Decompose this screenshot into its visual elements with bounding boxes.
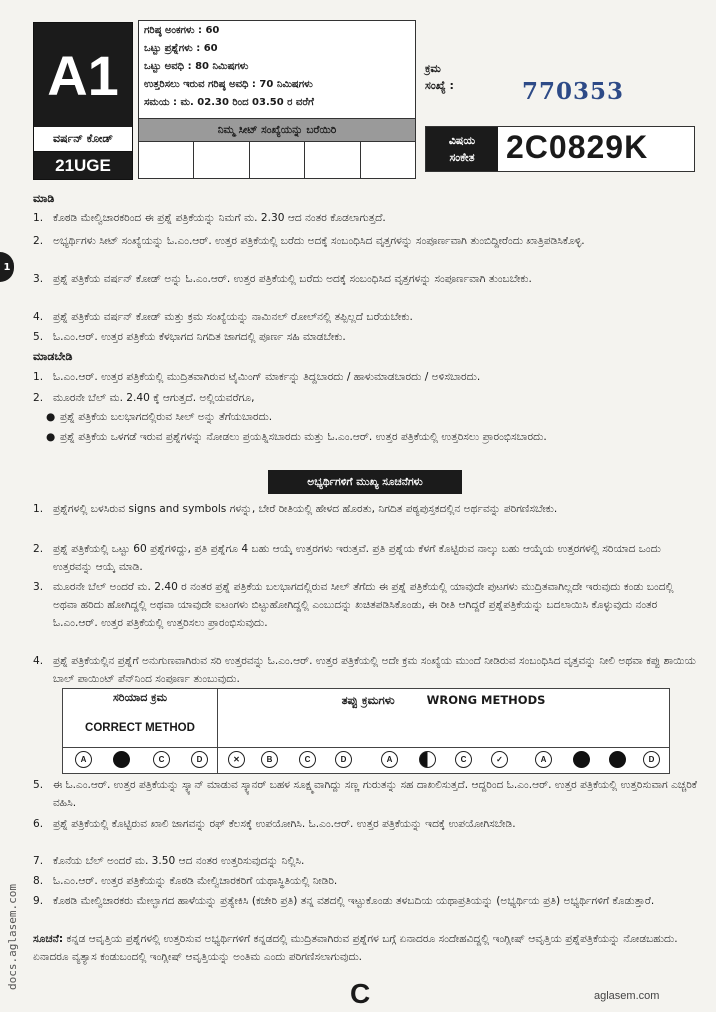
subject-label-line2: ಸಂಕೇತ	[449, 151, 475, 164]
item-text: ಪ್ರಶ್ನೆ ಪತ್ರಿಕೆಯಲ್ಲಿ ಒಟ್ಟು 60 ಪ್ರಶ್ನೆಗಳಿದ್ದು, ಪ್ರತಿ ಪ್ರಶ್ನೆಗೂ 4 ಬಹು ಆಯ್ಕೆ ಉತ್ತರಗಳು ಇರುತ್ತವೆ. ಪ್ರತಿ ಪ್ರಶ್ನೆಯ ಕೆಳಗೆ ಕೊಟ್ಟಿರುವ ನಾಲ್ಕು ಬಹು ಆಯ್ಕೆಯ ಉತ್ತರಗಳಲ್ಲಿ ಸರಿಯಾದ ಒಂದು ಉತ್ತರವನ್ನು ಆಯ್ಕೆ ಮಾಡಿ.	[53, 543, 661, 573]
serial-label	[425, 60, 454, 94]
correct-method-label-en: CORRECT METHOD	[85, 722, 195, 734]
item-number: 4.	[33, 655, 44, 667]
bubble-filled-icon	[609, 751, 626, 768]
bubble-d-icon: D	[191, 751, 208, 768]
item-text: ಓ.ಎಂ.ಆರ್. ಉತ್ತರ ಪತ್ರಿಕೆಯನ್ನು ಕೊಠಡಿ ಮೇಲ್ವಿಚಾರಕರಿಗೆ ಯಥಾಸ್ಥಿತಿಯಲ್ಲಿ ನೀಡಿರಿ.	[53, 875, 338, 887]
list-item	[33, 328, 699, 346]
info-max-marks: ಗರಿಷ್ಠ ಅಂಕಗಳು : 60	[144, 25, 220, 36]
dos-heading: ಮಾಡಿ	[33, 192, 55, 205]
subject-code-box	[425, 126, 695, 172]
info-total-questions: ಒಟ್ಟು ಪ್ರಶ್ನೆಗಳು : 60	[144, 43, 218, 54]
item-number: 2.	[33, 235, 44, 247]
info-time: ಸಮಯ : ಮ. 02.30 ರಿಂದ 03.50 ರ ವರೆಗೆ	[144, 97, 314, 108]
list-item	[33, 270, 699, 288]
item-number: 4.	[33, 311, 44, 323]
list-item	[33, 578, 699, 632]
bubble-d-icon: D	[335, 751, 352, 768]
item-text: ಕೊನೆಯ ಬೆಲ್ ಅಂದರೆ ಮ. 3.50 ಆದ ನಂತರ ಉತ್ತರಿಸುವುದನ್ನು ನಿಲ್ಲಿಸಿ.	[53, 855, 305, 867]
bubble-a-icon: A	[75, 751, 92, 768]
item-number: 7.	[33, 855, 44, 867]
correct-method-label-kn: ಸರಿಯಾದ ಕ್ರಮ	[112, 691, 168, 704]
list-item	[33, 368, 699, 386]
bullet-dot-icon: ●	[46, 431, 56, 443]
bullet-item	[46, 428, 700, 446]
bullet-text: ಪ್ರಶ್ನೆ ಪತ್ರಿಕೆಯ ಒಳಗಡೆ ಇರುವ ಪ್ರಶ್ನೆಗಳನ್ನು ನೋಡಲು ಪ್ರಯತ್ನಿಸಬಾರದು ಮತ್ತು ಓ.ಎಂ.ಆರ್. ಉತ್ತರ ಪತ್ರಿಕೆಯಲ್ಲಿ ಉತ್ತರಿಸಲು ಪ್ರಾರಂಭಿಸಬಾರದು.	[60, 431, 547, 443]
subject-label-line1: ವಿಷಯ	[448, 134, 476, 147]
seat-cell[interactable]	[305, 142, 360, 178]
item-text: ಓ.ಎಂ.ಆರ್. ಉತ್ತರ ಪತ್ರಿಕೆಯಲ್ಲಿ ಮುದ್ರಿತವಾಗಿರುವ ಟೈಮಿಂಗ್ ಮಾರ್ಕನ್ನು ತಿದ್ದಬಾರದು / ಹಾಳುಮಾಡಬಾರದು / ಅಳಿಸಬಾರದು.	[53, 371, 481, 383]
bubble-filled-icon	[113, 751, 130, 768]
list-item	[33, 815, 699, 833]
item-text: ಪ್ರಶ್ನೆ ಪತ್ರಿಕೆಯ ವರ್ಷನ್ ಕೋಡ್ ಅನ್ನು ಓ.ಎಂ.ಆರ್. ಉತ್ತರ ಪತ್ರಿಕೆಯಲ್ಲಿ ಬರೆದು ಅದಕ್ಕೆ ಸಂಬಂಧಿಸಿದ ವೃತ್ತಗಳನ್ನು ಸಂಪೂರ್ಣವಾಗಿ ತುಂಬಬೇಕು.	[53, 273, 532, 285]
bubble-b-icon: B	[261, 751, 278, 768]
table-divider	[63, 747, 669, 748]
item-number: 1.	[33, 212, 44, 224]
item-number: 3.	[33, 273, 44, 285]
item-text: ಪ್ರಶ್ನೆಗಳಲ್ಲಿ ಬಳಸಿರುವ signs and symbols ಗಳನ್ನು, ಬೇರೆ ರೀತಿಯಲ್ಲಿ ಹೇಳದ ಹೊರತು, ನಿಗದಿತ ಪಠ್ಯಪುಸ್ತಕದಲ್ಲಿನ ಅರ್ಥವನ್ನು ಪರಿಗಣಿಸಬೇಕು.	[53, 503, 558, 515]
bubble-ticked-icon: ✓	[491, 751, 508, 768]
item-text: ಕೊಠಡಿ ಮೇಲ್ವಿಚಾರಕರಿಂದ ಈ ಪ್ರಶ್ನೆ ಪತ್ರಿಕೆಯನ್ನು ನಿಮಗೆ ಮ. 2.30 ಆದ ನಂತರ ಕೊಡಲಾಗುತ್ತದೆ.	[53, 212, 386, 224]
item-text: ಮೂರನೇ ಬೆಲ್ ಅಂದರೆ ಮ. 2.40 ರ ನಂತರ ಪ್ರಶ್ನೆ ಪತ್ರಿಕೆಯ ಬಲಭಾಗದಲ್ಲಿರುವ ಸೀಲ್ ತೆಗೆದು ಈ ಪ್ರಶ್ನೆ ಪತ್ರಿಕೆಯಲ್ಲಿ ಯಾವುದೇ ಪುಟಗಳು ಮುದ್ರಿತವಾಗಿಲ್ಲದೇ ಇರುವುದು ಕಂಡು ಬಂದಲ್ಲಿ ಅಥವಾ ಹರಿದು ಹೋಗಿದ್ದಲ್ಲಿ ಅಥವಾ ಯಾವುದೇ ಐಟಂಗಳು ಬಿಟ್ಟುಹೋಗಿದ್ದಲ್ಲಿ ಎಂಬುದನ್ನು ಖಚಿತಪಡಿಸಿಕೊಂಡು, ಈ ರೀತಿ ಆಗಿದ್ದರೆ ಪ್ರಶ್ನೆಪತ್ರಿಕೆಯನ್ನು ಬದಲಾಯಿಸಿ ಕೊಳ್ಳುವುದು ನಂತರ ಓ.ಎಂ.ಆರ್. ಉತ್ತರ ಪತ್ರಿಕೆಯಲ್ಲಿ ಉತ್ತರಿಸಲು ಪ್ರಾರಂಭಿಸುವುದು.	[53, 581, 674, 629]
list-item	[33, 500, 699, 518]
wrong-methods-label-kn: ತಪ್ಪು ಕ್ರಮಗಳು	[341, 693, 395, 707]
bubble-d-icon: D	[643, 751, 660, 768]
list-item	[33, 389, 699, 407]
list-item	[33, 209, 699, 227]
note-block	[33, 930, 699, 966]
subject-code: 2C0829K	[506, 129, 649, 165]
item-text: ಪ್ರಶ್ನೆ ಪತ್ರಿಕೆಯ ವರ್ಷನ್ ಕೋಡ್ ಮತ್ತು ಕ್ರಮ ಸಂಖ್ಯೆಯನ್ನು ನಾಮಿನಲ್ ರೋಲ್‌ನಲ್ಲಿ ತಪ್ಪಿಲ್ಲದೆ ಬರೆಯಬೇಕು.	[53, 311, 413, 323]
seat-cell[interactable]	[250, 142, 305, 178]
item-text: ಓ.ಎಂ.ಆರ್. ಉತ್ತರ ಪತ್ರಿಕೆಯ ಕೆಳಭಾಗದ ನಿಗದಿತ ಜಾಗದಲ್ಲಿ ಪೂರ್ಣ ಸಹಿ ಮಾಡಬೇಕು.	[53, 331, 346, 343]
donts-heading: ಮಾಡಬೇಡಿ	[33, 350, 73, 363]
item-number: 5.	[33, 331, 44, 343]
watermark-left: docs.aglasem.com	[6, 884, 19, 990]
bubble-crossed-icon: ✕	[228, 751, 245, 768]
wrong-methods-header	[218, 689, 669, 711]
version-label: ವರ್ಷನ್ ಕೋಡ್	[34, 127, 132, 152]
item-text: ಪ್ರಶ್ನೆ ಪತ್ರಿಕೆಯಲ್ಲಿನ ಪ್ರಶ್ನೆಗೆ ಅನುಗುಣವಾಗಿರುವ ಸರಿ ಉತ್ತರವನ್ನು ಓ.ಎಂ.ಆರ್. ಉತ್ತರ ಪತ್ರಿಕೆಯಲ್ಲಿ ಅದೇ ಕ್ರಮ ಸಂಖ್ಯೆಯ ಮುಂದೆ ನೀಡಿರುವ ಸಂಬಂಧಿಸಿದ ವೃತ್ತವನ್ನು ನೀಲಿ ಅಥವಾ ಕಪ್ಪು ಶಾಯಿಯ ಬಾಲ್ ಪಾಯಿಂಟ್ ಪೆನ್‌ನಿಂದ ಸಂಪೂರ್ಣ ತುಂಬುವುದು.	[53, 655, 696, 685]
list-item	[33, 776, 699, 812]
version-letter: A1	[34, 23, 132, 127]
subject-code-label	[426, 127, 498, 171]
serial-label-line2: ಸಂಖ್ಯೆ :	[425, 79, 454, 92]
item-text: ಕೊಠಡಿ ಮೇಲ್ವಿಚಾರಕರು ಮೇಲ್ಭಾಗದ ಹಾಳೆಯನ್ನು ಪ್ರತ್ಯೇಕಿಸಿ (ಕಚೇರಿ ಪ್ರತಿ) ತನ್ನ ವಶದಲ್ಲಿ ಇಟ್ಟುಕೊಂಡು ತಳಬದಿಯ ಯಥಾಪ್ರತಿಯನ್ನು (ಅಭ್ಯರ್ಥಿಯ ಪ್ರತಿ) ಅಭ್ಯರ್ಥಿಗಳಿಗೆ ಕೊಡುತ್ತಾರೆ.	[53, 895, 655, 907]
info-answer-duration: ಉತ್ತರಿಸಲು ಇರುವ ಗರಿಷ್ಠ ಅವಧಿ : 70 ನಿಮಿಷಗಳು	[144, 79, 313, 90]
seat-number-label: ನಿಮ್ಮ ಸೀಟ್ ಸಂಖ್ಯೆಯನ್ನು ಬರೆಯಿರಿ	[138, 118, 416, 142]
item-number: 2.	[33, 392, 44, 404]
bullet-dot-icon: ●	[46, 411, 56, 423]
wrong-methods-label-en: WRONG METHODS	[426, 693, 546, 707]
page-letter: C	[350, 978, 371, 1009]
version-code: 21UGE	[34, 152, 132, 179]
exam-info-box	[138, 20, 416, 120]
item-text: ಪ್ರಶ್ನೆ ಪತ್ರಿಕೆಯಲ್ಲಿ ಕೊಟ್ಟಿರುವ ಖಾಲಿ ಜಾಗವನ್ನು ರಫ್ ಕೆಲಸಕ್ಕೆ ಉಪಯೋಗಿಸಿ. ಓ.ಎಂ.ಆರ್. ಉತ್ತರ ಪತ್ರಿಕೆಯನ್ನು ಇದಕ್ಕೆ ಉಪಯೋಗಿಸಬೇಡಿ.	[53, 818, 516, 830]
item-number: 1.	[33, 371, 44, 383]
bubble-c-icon: C	[299, 751, 316, 768]
list-item	[33, 852, 699, 870]
bubble-a-icon: A	[535, 751, 552, 768]
bubble-a-icon: A	[381, 751, 398, 768]
serial-number: 770353	[522, 78, 625, 105]
watermark-right: aglasem.com	[594, 990, 660, 1002]
list-item	[33, 872, 699, 890]
list-item	[33, 308, 699, 326]
version-box	[33, 22, 133, 180]
list-item	[33, 652, 699, 688]
item-number: 9.	[33, 895, 44, 907]
item-number: 8.	[33, 875, 44, 887]
seat-cell[interactable]	[361, 142, 415, 178]
side-tab: 1	[0, 252, 14, 282]
instructions-banner: ಅಭ್ಯರ್ಥಿಗಳಿಗೆ ಮುಖ್ಯ ಸೂಚನೆಗಳು	[268, 470, 462, 494]
bubble-filled-icon	[573, 751, 590, 768]
bubble-row	[63, 749, 669, 771]
seat-number-grid[interactable]	[138, 141, 416, 179]
item-number: 5.	[33, 779, 44, 791]
bubble-partial-icon	[419, 751, 436, 768]
bubble-c-icon: C	[153, 751, 170, 768]
note-text: ಕನ್ನಡ ಆವೃತ್ತಿಯ ಪ್ರಶ್ನೆಗಳಲ್ಲಿ ಉತ್ತರಿಸುವ ಅಭ್ಯರ್ಥಿಗಳಿಗೆ ಕನ್ನಡದಲ್ಲಿ ಮುದ್ರಿತವಾಗಿರುವ ಪ್ರಶ್ನೆಗಳ ಬಗ್ಗೆ ಏನಾದರೂ ಸಂದೇಹವಿದ್ದಲ್ಲಿ ಇಂಗ್ಲೀಷ್ ಆವೃತ್ತಿಯ ಪ್ರಶ್ನೆಪತ್ರಿಕೆಯನ್ನು ನೋಡಬಹುದು. ಏನಾದರೂ ವ್ಯತ್ಯಾಸ ಕಂಡುಬಂದಲ್ಲಿ ಇಂಗ್ಲೀಷ್ ಆವೃತ್ತಿಯನ್ನು ಅಂತಿಮ ಎಂದು ಪರಿಗಣಿಸಲಾಗುವುದು.	[33, 933, 678, 963]
item-number: 6.	[33, 818, 44, 830]
seat-cell[interactable]	[139, 142, 194, 178]
marking-method-table	[62, 688, 670, 774]
item-text: ಈ ಓ.ಎಂ.ಆರ್. ಉತ್ತರ ಪತ್ರಿಕೆಯನ್ನು ಸ್ಕ್ಯಾನ್ ಮಾಡುವ ಸ್ಕ್ಯಾನರ್ ಬಹಳ ಸೂಕ್ಷ್ಮವಾಗಿದ್ದು ಸಣ್ಣ ಗುರುತನ್ನು ಸಹ ದಾಖಲಿಸುತ್ತದೆ. ಆದ್ದರಿಂದ ಓ.ಎಂ.ಆರ್. ಉತ್ತರ ಪತ್ರಿಕೆಯಲ್ಲಿ ಉತ್ತರಿಸುವಾಗ ಎಚ್ಚರಿಕೆ ವಹಿಸಿ.	[53, 779, 697, 809]
note-label: ಸೂಚನೆ:	[33, 933, 64, 945]
seat-cell[interactable]	[194, 142, 249, 178]
list-item	[33, 540, 699, 576]
item-number: 2.	[33, 543, 44, 555]
item-number: 3.	[33, 581, 44, 593]
bubble-c-icon: C	[455, 751, 472, 768]
item-text: ಮೂರನೇ ಬೆಲ್ ಮ. 2.40 ಕ್ಕೆ ಆಗುತ್ತದೆ. ಅಲ್ಲಿಯವರೆಗೂ,	[53, 392, 255, 404]
item-text: ಅಭ್ಯರ್ಥಿಗಳು ಸೀಟ್ ಸಂಖ್ಯೆಯನ್ನು ಓ.ಎಂ.ಆರ್. ಉತ್ತರ ಪತ್ರಿಕೆಯಲ್ಲಿ ಬರೆದು ಅದಕ್ಕೆ ಸಂಬಂಧಿಸಿದ ವೃತ್ತಗಳನ್ನು ಸಂಪೂರ್ಣವಾಗಿ ತುಂಬಿದ್ದೀರೆಂದು ಖಾತ್ರಿಪಡಿಸಿಕೊಳ್ಳಿ.	[53, 235, 585, 247]
info-total-duration: ಒಟ್ಟು ಅವಧಿ : 80 ನಿಮಿಷಗಳು	[144, 61, 249, 72]
list-item	[33, 892, 699, 910]
bullet-item	[46, 408, 700, 426]
list-item	[33, 232, 699, 250]
serial-label-line1: ಕ್ರಮ	[425, 62, 441, 75]
item-number: 1.	[33, 503, 44, 515]
bullet-text: ಪ್ರಶ್ನೆ ಪತ್ರಿಕೆಯ ಬಲಭಾಗದಲ್ಲಿರುವ ಸೀಲ್ ಅನ್ನು ತೆಗೆಯಬಾರದು.	[60, 411, 273, 423]
